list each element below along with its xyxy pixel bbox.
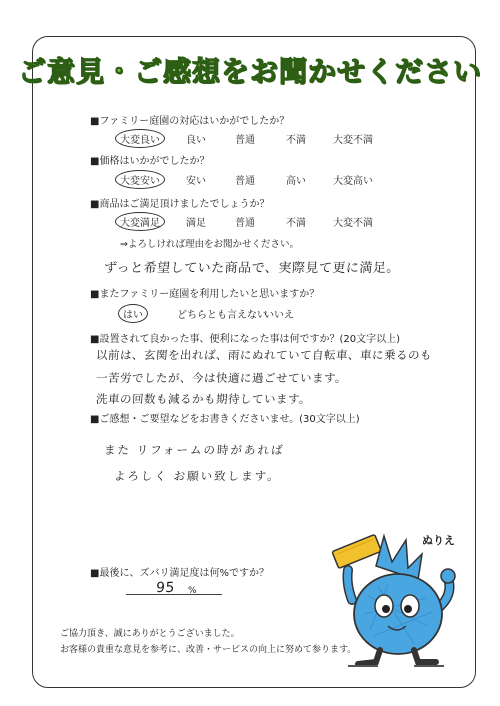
satisfaction-value: 95 <box>155 580 176 596</box>
footer-thanks: ご協力頂き、誠にありがとうございました。 <box>60 629 240 639</box>
question-7: ■最後に、ズバリ満足度は何%ですか？ <box>90 568 269 579</box>
question-1: ■ファミリー庭園の対応はいかがでしたか？ <box>90 116 290 127</box>
q2-option-selected[interactable]: 大変安い <box>115 170 165 189</box>
question-6: ■ご感想・ご要望などをお書きくださいませ。(30文字以上) <box>90 414 360 425</box>
question-2: ■価格はいかがでしたか？ <box>90 156 210 167</box>
q3-handwritten-answer: ずっと希望していた商品で、実際見て更に満足。 <box>103 261 401 276</box>
q3-option-selected[interactable]: 大変満足 <box>115 212 165 231</box>
q6-answer-line-1: また リフォームの時があれば <box>103 443 286 457</box>
q5-answer-line-3: 洗車の回数も減るかも期待しています。 <box>95 392 312 406</box>
q1-option-selected[interactable]: 大変良い <box>115 129 165 148</box>
mascot-drawing-icon <box>318 526 468 676</box>
satisfaction-unit: % <box>188 586 197 596</box>
q4-option[interactable]: どちらとも言えない <box>177 310 267 321</box>
question-4: ■またファミリー庭園を利用したいと思いますか？ <box>90 289 320 300</box>
q1-option[interactable]: 普通 <box>235 135 255 146</box>
q2-option[interactable]: 安い <box>186 176 206 187</box>
question-5: ■設置されて良かった事、便利になった事は何ですか？(20文字以上) <box>90 334 400 345</box>
q5-answer-line-2: 一苦労でしたが、今は快適に過ごせています。 <box>95 371 348 385</box>
q3-option[interactable]: 不満 <box>286 218 306 229</box>
question-3: ■商品はご満足頂けましたでしょうか？ <box>90 199 270 210</box>
footer-message: お客様の貴重な意見を参考に、改善・サービスの向上に努めて参ります。 <box>60 645 357 655</box>
q2-option[interactable]: 高い <box>286 176 306 187</box>
q5-answer-line-1: 以前は、玄関を出れば、雨にぬれていて自転車、車に乗るのも <box>95 348 433 362</box>
q3-reason-prompt: ⇒よろしければ理由をお聞かせください。 <box>120 239 299 250</box>
q1-option[interactable]: 大変不満 <box>333 135 373 146</box>
q2-option[interactable]: 大変高い <box>333 176 373 187</box>
q1-option[interactable]: 不満 <box>286 135 306 146</box>
q4-option-selected[interactable]: はい <box>118 304 148 323</box>
q4-option[interactable]: いいえ <box>264 310 294 321</box>
q6-answer-line-2: よろしく お願い致します。 <box>113 469 282 483</box>
q1-option[interactable]: 良い <box>186 135 206 146</box>
q3-option[interactable]: 普通 <box>235 218 255 229</box>
q3-option[interactable]: 満足 <box>186 218 206 229</box>
drawing-label: ぬりえ <box>422 534 455 547</box>
q2-option[interactable]: 普通 <box>235 176 255 187</box>
satisfaction-underline <box>126 594 222 595</box>
q3-option[interactable]: 大変不満 <box>333 218 373 229</box>
page-title: ご意見・ご感想をお聞かせください <box>17 55 482 88</box>
